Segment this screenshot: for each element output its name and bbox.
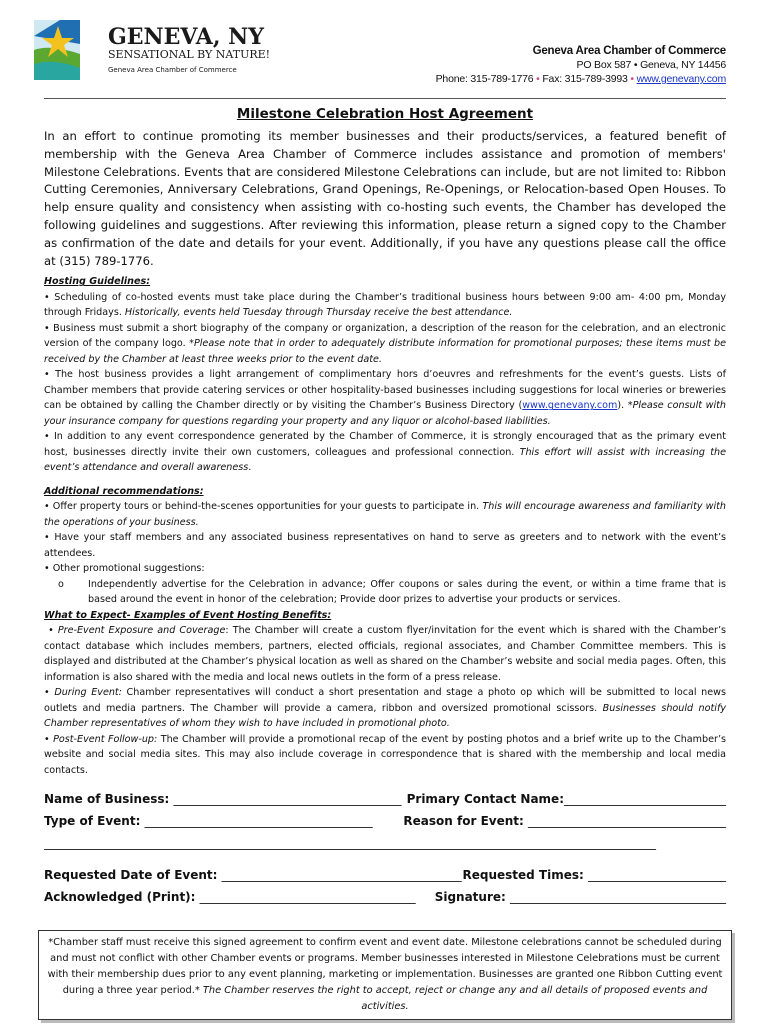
form-row-2 [44, 810, 726, 832]
additional-item-2: • Have your staff members and any associated business representatives on hand to serve as greeters and to network with the event’s attendees. [44, 532, 726, 559]
hosting-item-3 [44, 367, 726, 429]
logo-tagline: SENSATIONAL BY NATURE! [108, 48, 271, 61]
footer-notice-italic: The Chamber reserves the right to accept, reject or change any and all details of proposed events and activities. [202, 985, 708, 1012]
additional-recommendations [44, 484, 726, 608]
hosting-heading: Hosting Guidelines: [44, 276, 151, 288]
acknowledged-blank: ____________________________________ [199, 890, 416, 905]
reason-continuation-line[interactable]: ______________________________________________________________________________________________________ [44, 836, 656, 851]
signature-field[interactable] [435, 886, 726, 908]
org-info [436, 44, 726, 86]
primary-contact-label: Primary Contact Name: [406, 792, 564, 807]
org-sep-2: • [627, 73, 637, 85]
form-row-3 [44, 832, 726, 854]
requested-times-blank: _______________________ [588, 868, 726, 883]
footer-notice [38, 930, 732, 1020]
hosting-guidelines [44, 274, 726, 476]
hosting-item-4-note: This effort will assist with increasing the event’s attendance and overall awareness [44, 446, 726, 474]
document-body [44, 106, 726, 908]
requested-times-label: Requested Times: [462, 868, 584, 883]
org-contact-line [436, 72, 726, 86]
additional-heading: Additional recommendations: [44, 485, 204, 497]
hosting-item-3-note: *Please consult with your insurance company for questions regarding your property and any liquor or alcohol-based liabilities. [44, 400, 726, 427]
requested-date-label: Requested Date of Event: [44, 868, 218, 883]
hosting-item-4-text: • In addition to any event correspondence generated by the Chamber of Commerce, it is strongly encouraged that as the primary event host, businesses directly invite their own customers, colleagues and professional connection. [44, 431, 726, 458]
additional-item-1-note: This will encourage awareness and familiarity with the operations of your business. [44, 501, 726, 528]
hosting-item-2 [44, 321, 726, 368]
expect-item-3-label: Post-Event Follow-up: [53, 733, 158, 745]
event-type-label: Type of Event: [44, 814, 141, 829]
acknowledged-field[interactable] [44, 886, 416, 908]
hosting-item-3-text: • The host business provides a light arrangement of complimentary hors d’oeuvres and refreshments for the event’s guests. Lists of Chamber members that provide catering services or other hospitality-based businesses including suggestions for local wineries or breweries can be obtained by calling the Chamber directly or by visiting the Chamber’s Business Directory ( [44, 369, 726, 412]
org-phone: Phone: 315-789-1776 [435, 73, 534, 85]
directory-link[interactable]: www.genevany.com [522, 400, 618, 412]
reason-field[interactable] [403, 810, 726, 832]
intro-paragraph: In an effort to continue promoting its member businesses and their products/services, a featured benefit of membership with the Geneva Area Chamber of Commerce includes assistance and promotion of members' Milestone Celebrations. Events that are considered Milestone Celebrations can include, but are not limited to: Ribbon Cutting Ceremonies, Anniversary Celebrations, Grand Openings, Re-Openings, or Relocation-based Open Houses. To help ensure quality and consistency when assisting with co-hosting such events, the Chamber has developed the following guidelines and suggestions. After reviewing this information, please return a signed copy to the Chamber as confirmation of the date and details for your event. Additionally, if you have any questions please call the office at (315) 789-1776. [44, 129, 726, 268]
additional-item-1 [44, 499, 726, 530]
hosting-item-2-text: • Business must submit a short biography of the company or organization, a description of the reason for the celebration, and an electronic version of the company logo. [44, 322, 726, 350]
sub-bullet: o [58, 578, 64, 590]
primary-contact-blank: ___________________________ [564, 792, 726, 807]
hosting-item-1 [44, 290, 726, 321]
requested-times-field[interactable] [462, 864, 726, 886]
header-divider [44, 98, 726, 99]
footer-notice-text: *Chamber staff must receive this signed agreement to confirm event and event date. Milestone celebrations cannot be scheduled during and must not conflict with other Chamber events or programs. Member businesses interested in Milestone Celebrations must be current with their membership dues prior to any event planning, marketing or implementation. Businesses are granted one Ribbon Cutting event during a three year period.* [47, 937, 723, 996]
geneva-logo [30, 14, 271, 88]
hosting-item-4 [44, 429, 726, 476]
event-type-blank: ______________________________________ [144, 814, 373, 829]
expect-item-2-label: During Event: [54, 687, 122, 699]
additional-item-1-text: • Offer property tours or behind-the-scenes opportunities for your guests to participate in. [44, 501, 483, 513]
org-fax: Fax: 315-789-3993 [542, 73, 628, 85]
reason-label: Reason for Event: [403, 814, 524, 829]
expect-item-3: • Post-Event Follow-up: The Chamber will provide a promotional recap of the event by posting photos and a brief write up to the Chamber’s website and social media sites. This may also include coverage in correspondence that is shared with the membership and local media contacts. [44, 733, 726, 776]
logo-graphic [30, 14, 271, 88]
event-type-field[interactable] [44, 810, 373, 832]
signature-label: Signature: [434, 890, 506, 905]
hosting-item-1-text: • Scheduling of co-hosted events must take place during the Chamber’s traditional business hours between 9:00 am- 4:00 pm, Monday through Fridays. [44, 291, 726, 319]
hosting-item-2-note: *Please note that in order to adequately distribute information for promotional purposes; these items must be received by the Chamber at least three weeks prior to the event date. [44, 338, 726, 365]
expect-item-3-text: The Chamber will provide a promotional recap of the event by posting photos and a brief write up to the Chamber’s website and social media sites. This may also include coverage in correspondence that is shared with the membership and local media contacts. [44, 733, 726, 776]
requested-date-field[interactable] [44, 864, 462, 886]
form-row-4 [44, 864, 726, 886]
additional-sub-item [44, 577, 726, 608]
document-title: Milestone Celebration Host Agreement [236, 106, 534, 122]
expect-item-1: • Pre-Event Exposure and Coverage: The Chamber will create a custom flyer/invitation for the event which is shared with the Chamber’s contact database which includes members, partners, elected officials, regional associates, and Chamber Committee members. This is displayed and distributed at the Chamber’s physical location as well as shared on the Chamber’s website and social media pages. Often, this information is also shared with the media and local news outlets in the form of a press release. [44, 625, 726, 683]
sub-item-text: Independently advertise for the Celebration in advance; Offer coupons or sales during the event, or within a time frame that is based around the event in honor of the celebration; Provide door prizes to advertise your products or services. [88, 578, 726, 606]
requested-date-blank: ________________________________________ [221, 868, 462, 883]
expect-item-2: • During Event: Chamber representatives will conduct a short presentation and stage a photo op which will be submitted to local news outlets and media partners. The Chamber will provide a camera, ribbon and oversized promotional scissors. Businesses should notify Chamber representatives of whom they wish to have included in promotional photo. [44, 687, 727, 730]
expect-item-2-text: Chamber representatives will conduct a short presentation and stage a photo op which will be submitted to local news outlets and media partners. The Chamber will provide a camera, ribbon and oversized promotional scissors. [44, 687, 727, 714]
primary-contact-field[interactable] [407, 788, 726, 810]
org-name: Geneva Area Chamber of Commerce [532, 45, 726, 57]
hosting-item-1-note: Historically, events held Tuesday through Thursday receive the best attendance. [124, 307, 513, 319]
hosting-item-3-end: ). [617, 400, 625, 412]
business-name-field[interactable] [44, 788, 402, 810]
expect-item-1-text: : The Chamber will create a custom flyer/invitation for the event which is shared with the Chamber’s contact database which includes members, partners, elected officials, regional associates, and Chamber Committee members. This is displayed and distributed at the Chamber’s physical location as well as shared on the Chamber’s website and social media pages. Often, this information is also shared with the media and local news outlets in the form of a press release. [44, 625, 726, 683]
org-website-link[interactable]: www.genevany.com [636, 73, 726, 85]
expect-item-2-note: Businesses should notify Chamber representatives of whom they wish to have included in promotional photo. [44, 702, 726, 730]
business-name-label: Name of Business: [44, 792, 170, 807]
hosting-item-4-end: . [248, 462, 252, 474]
acknowledged-label: Acknowledged (Print): [44, 890, 196, 905]
org-sep: • [533, 73, 543, 85]
org-address: PO Box 587 • Geneva, NY 14456 [576, 59, 726, 71]
logo-title: GENEVA, NY [108, 24, 264, 50]
agreement-form [44, 788, 726, 908]
additional-item-3: • Other promotional suggestions: [44, 563, 205, 575]
business-name-blank: ______________________________________ [173, 792, 402, 807]
expect-heading: What to Expect- Examples of Event Hosting Benefits: [44, 609, 332, 621]
reason-blank: _________________________________ [528, 814, 726, 829]
logo-subtitle: Geneva Area Chamber of Commerce [108, 66, 237, 74]
expect-item-1-label: Pre-Event Exposure and Coverage [57, 625, 226, 637]
form-row-5 [44, 886, 726, 908]
what-to-expect [44, 608, 726, 779]
form-row-1 [44, 788, 726, 810]
signature-blank: ____________________________________ [510, 890, 726, 905]
